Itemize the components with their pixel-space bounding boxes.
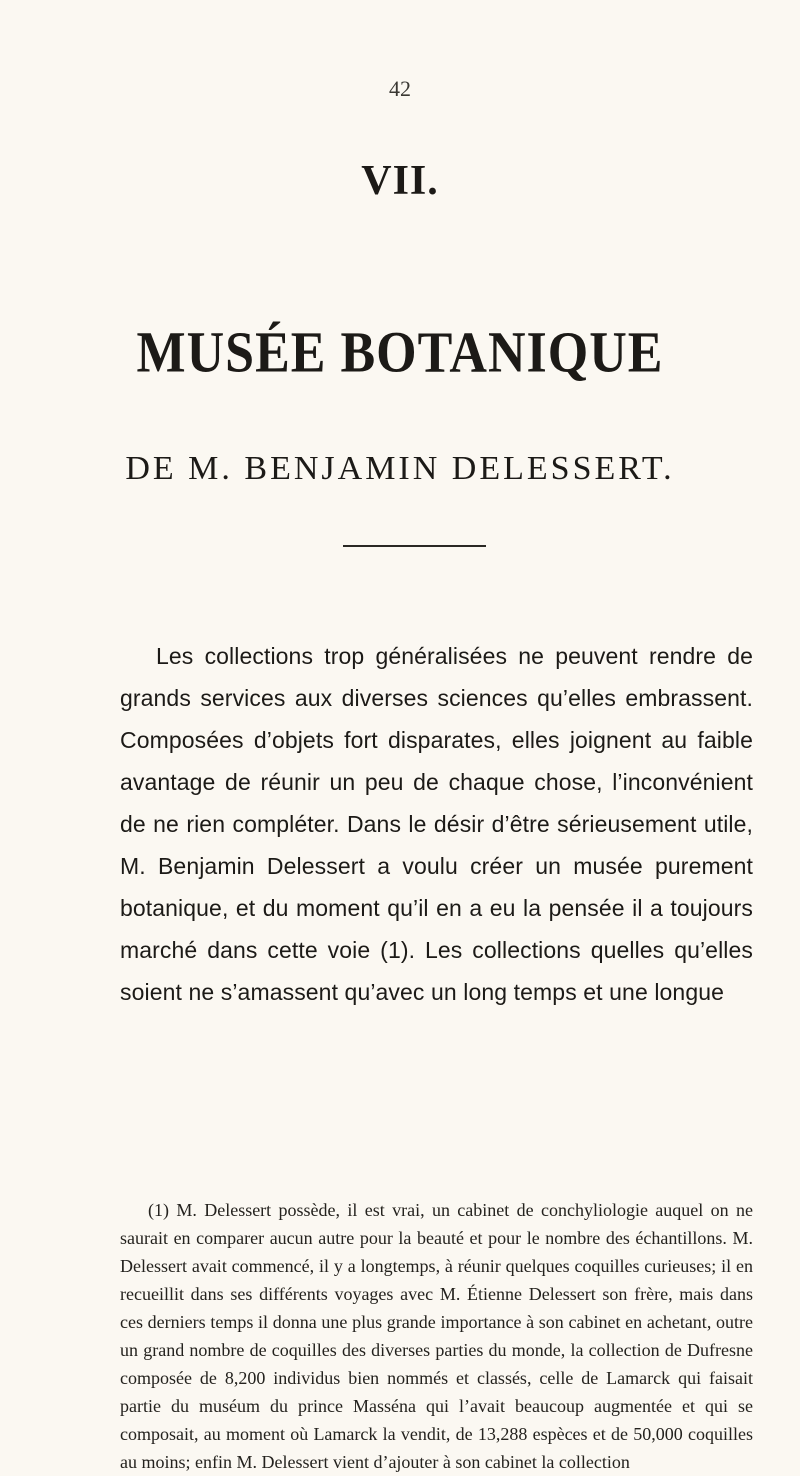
page-number: 42	[389, 76, 411, 101]
chapter-subtitle: DE M. BENJAMIN DELESSERT.	[125, 450, 675, 487]
chapter-number: VII.	[361, 158, 439, 204]
footnote: (1) M. Delessert possède, il est vrai, un cabinet de conchyliologie auquel on ne saurait en comparer aucun autre pour la beauté et pour le nombre des échantillons. M. Delessert avait commencé, il y a longtemps, à réunir quelques coquilles curieuses; il en recueillit dans ses différents voyages avec M. Étienne Delessert son frère, mais dans ces derniers temps il donna une plus grande importance à son cabinet en achetant, outre un grand nombre de coquilles des diverses parties du monde, la collection de Dufresne composée de 8,200 individus bien nommés et classés, celle de Lamarck qui faisait partie du muséum du prince Masséna qui l’avait beaucoup augmentée et qui se composait, au moment où Lamarck la vendit, de 13,288 espèces et de 50,000 coquilles au moins; enfin M. Delessert vient d’ajouter à son cabinet la collection	[120, 1200, 753, 1472]
title-divider	[343, 545, 486, 547]
chapter-title: MUSÉE BOTANIQUE	[136, 321, 664, 385]
body-paragraph: Les collections trop généralisées ne peuvent rendre de grands services aux diverses sciences qu’elles embrassent. Composées d’objets fort disparates, elles joignent au faible avantage de réunir un peu de chaque chose, l’inconvénient de ne rien compléter. Dans le désir d’être sérieusement utile, M. Benjamin Delessert a voulu créer un musée purement botanique, et du moment qu’il en a eu la pensée il a toujours marché dans cette voie (1). Les collections quelles qu’elles soient ne s’amassent qu’avec un long temps et une longue	[120, 643, 753, 1005]
